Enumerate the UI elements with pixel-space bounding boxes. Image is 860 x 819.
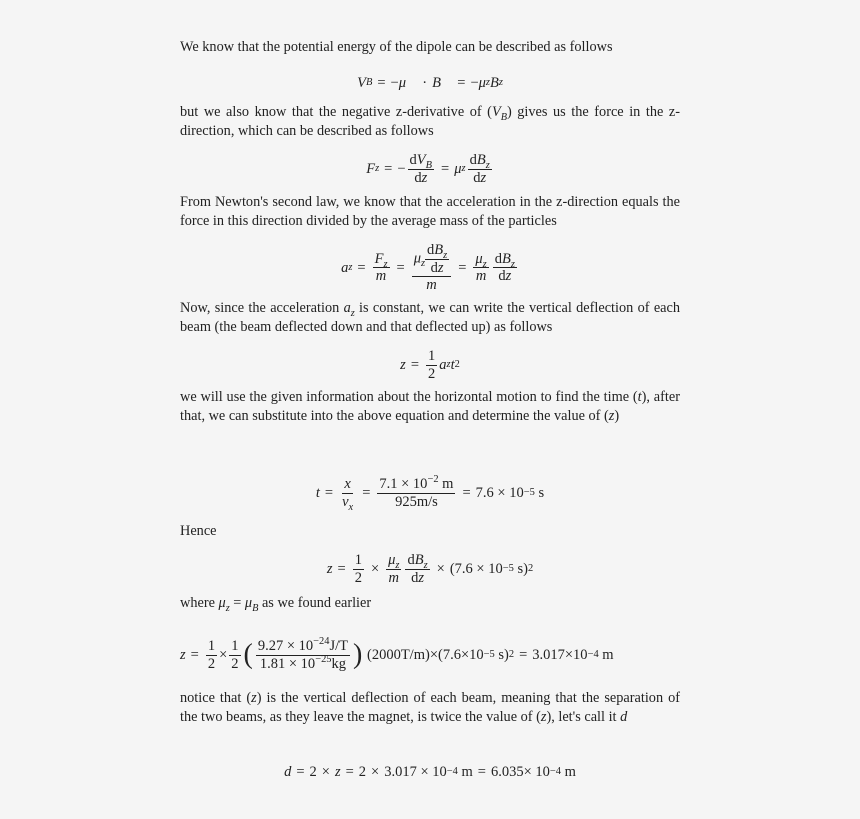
unit-m: m [442,476,454,492]
paragraph-vertical-deflection: Now, since the acceleration $a_z$ is constant, we can write the vertical deflection of each beam (the beam deflected down and that deflected up) as follows [180,300,680,335]
paragraph-text: We know that the potential energy of the dipole can be described as follows [180,39,613,55]
unit-s: s [538,484,545,501]
paragraph-time: we will use the given information about the horizontal motion to find the time (t), after that, we can substitute into the above equation and determine the value of (z) [180,389,680,424]
paragraph-text: From Newton's second law, we know that the acceleration in the z-direction equals the force in this direction divided by the average mass of the particles [180,194,680,229]
paragraph-where: where $\mu_z = \mu_B$ as we found earlier [180,595,372,614]
equation-z-numeric: z = $\frac{1}{2}$ × $\frac{1}{2}$ ( $\frac{9.27 \times 10^{-24}J/T}{1.81 \times 10^{-25}kg}$ ) (2000T/m) ×(7.6×10 −5 s) 2 = 3.017 ×10 −4 m [180,636,614,672]
mu-b-exponent: −24 [313,636,330,648]
equation-force: F z = − $\frac{dV_B}{dz}$ = μ z $\frac{dB_z}{dz}$ [366,152,490,186]
mu-b-value: 9.27 × 10 [257,638,314,654]
time-value: 7.6 × 10 [475,484,524,501]
equation-time: t = $\frac{x}{v_x}$ = $\frac{7.1 \times 10^{-2} m}{925m/s}$ = 7.6 × 10 −5 s [315,474,545,513]
equation-kinematic: z = $\frac{1}{2}$ a z t 2 [400,348,460,382]
paragraph-potential-energy [180,38,680,57]
mass-unit: kg [331,655,347,672]
paragraph-text: Hence [180,523,217,539]
paragraph-separation: notice that (z) is the vertical deflection of each beam, meaning that the separation of the two beams, as they leave the magnet, is twice the value of (z), let's call it d [180,690,681,725]
field-gradient: (2000T/m) [366,646,430,663]
equation-potential-energy: V B = − μ⃗ · B⃗ = − μ z B z [357,75,503,91]
paragraph-newton [180,193,680,231]
d-result: 6.035 [490,764,524,780]
z-result: 3.017 [532,646,565,663]
distance-exponent: −2 [427,474,439,486]
paragraph-force-derivative: but we also know that the negative z-derivative of $(V_B)$ gives us the force in the z-direction, which can be described as follows [180,104,680,139]
mass-value: 1.81 × 10 [259,655,316,672]
equation-acceleration: a z = $\frac{F_z}{m}$ = $\mu_z$ $\frac{dB_z}{dz}$ m = $\frac{\mu_z}{m}$ $\frac{dB_z}{dz}$ [341,242,515,293]
mass-exponent: −25 [315,653,332,665]
mu-b-unit: J/T [329,638,349,654]
velocity-value: 925m/s [395,493,438,510]
equation-separation: d = 2 × z = 2 × 3.017 × 10 −4 m = 6.035 × 10 −4 m [284,764,576,780]
paragraph-hence [180,522,680,541]
equation-z-substituted: z = $\frac{1}{2}$ × $\frac{\mu_z}{m}$ $\frac{dB_z}{dz}$ × (7.6 × 10 −5 s) 2 [326,552,534,586]
distance-value: 7.1 × 10 [379,476,428,492]
